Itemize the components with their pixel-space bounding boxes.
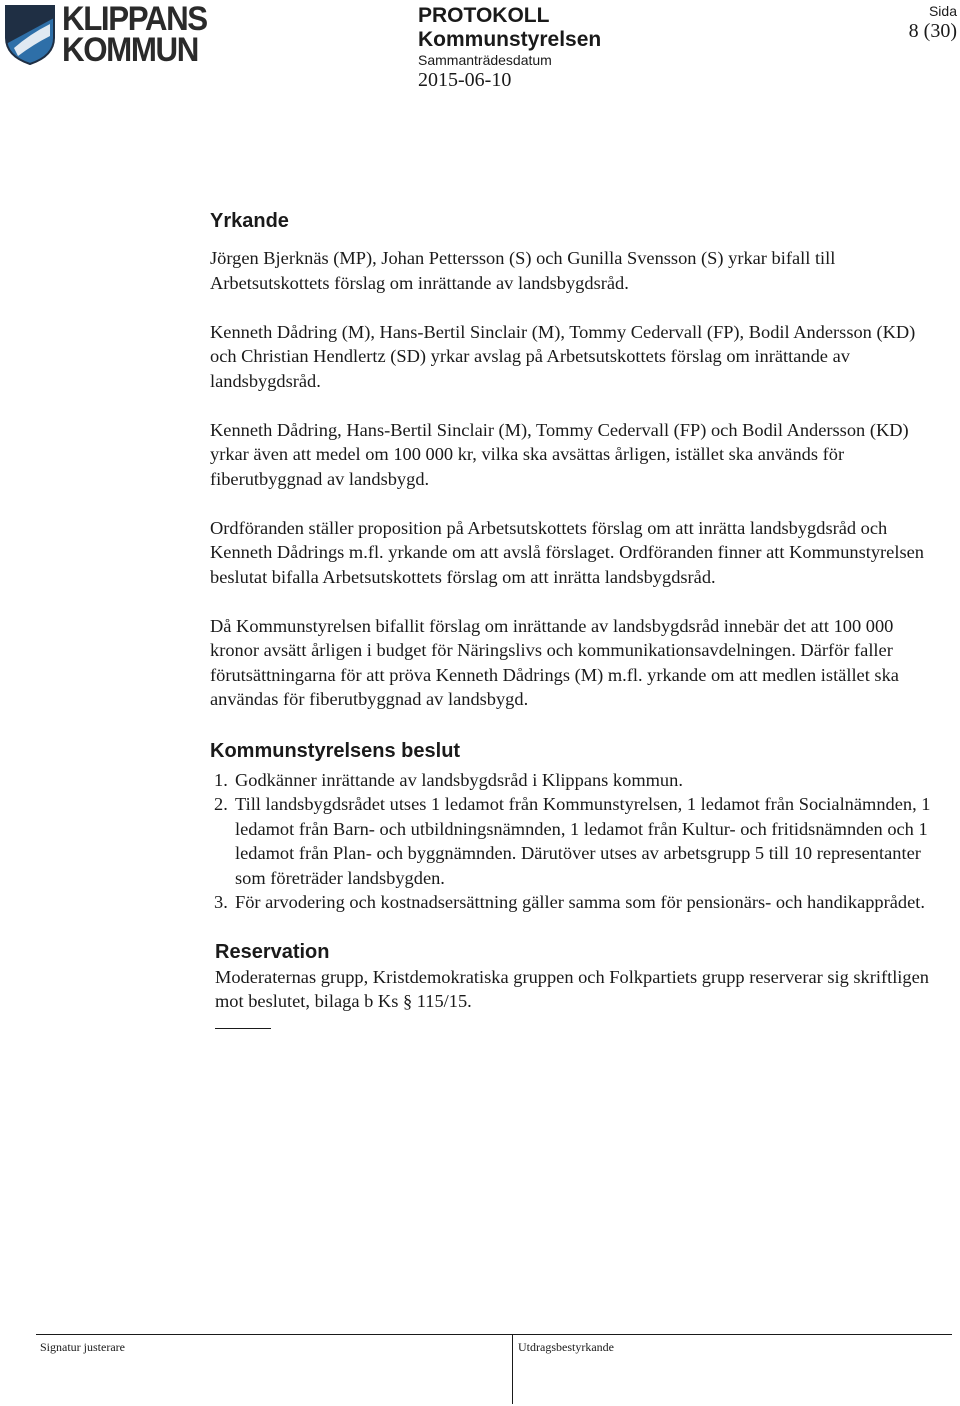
page-number: 8 (30) xyxy=(908,20,957,42)
yrkande-paragraph-4: Ordföranden ställer proposition på Arbetsutskottets förslag om att inrätta landsbygdsråd och Kenneth Dådrings m.fl. yrkande om att avslå förslaget. Ordföranden finner att Kommunstyrelsen beslutat bifalla Arbetsutskottets förslag om att inrätta landsbygdsråd. xyxy=(210,517,924,587)
list-item-text: Till landsbygdsrådet utses 1 ledamot från Kommunstyrelsen, 1 ledamot från Socialnämnden, 1 ledamot från Barn- och utbildningsnämnden, 1 ledamot från Kultur- och fritidsnämnden och 1 ledamot från Plan- och byggnämnden. Därutöver utses av arbetsgrupp 5 till 10 representanter som företräder landsbygden. xyxy=(235,794,931,888)
reservation-heading: Reservation xyxy=(215,940,330,963)
municipal-shield-icon xyxy=(4,4,58,66)
logo-wordmark xyxy=(62,0,207,69)
page-label: Sida xyxy=(928,3,957,19)
protocol-content xyxy=(210,208,945,1029)
end-divider xyxy=(215,1028,271,1029)
list-item xyxy=(214,768,945,793)
meeting-date: 2015-06-10 xyxy=(418,69,512,91)
list-item-number: 1. xyxy=(214,769,228,790)
yrkande-paragraph-1: Jörgen Bjerknäs (MP), Johan Pettersson (S) och Gunilla Svensson (S) yrkar bifall till Arbetsutskottets förslag om inrättande av landsbygdsråd. xyxy=(210,248,836,293)
document-type: PROTOKOLL xyxy=(418,4,550,27)
logo-line-1: KLIPPANS xyxy=(62,0,207,38)
list-item xyxy=(214,890,945,915)
logo-line-2: KOMMUN xyxy=(62,31,198,69)
footer-column-divider xyxy=(512,1334,513,1404)
list-item xyxy=(214,792,945,890)
list-item-text: För arvodering och kostnadsersättning gäller samma som för pensionärs- och handikapprådet. xyxy=(235,892,925,912)
yrkande-paragraph-5: Då Kommunstyrelsen bifallit förslag om inrättande av landsbygdsråd innebär det att 100 000 kronor avsätt årligen i budget för Näringslivs och kommunikationsavdelningen. Därför faller förutsättningarna för att pröva Kenneth Dådrings (M) m.fl. yrkande om att medlen istället ska användas för fiberutbyggnad av landsbygd. xyxy=(210,615,899,709)
yrkande-heading: Yrkande xyxy=(210,210,289,232)
beslut-list xyxy=(214,768,945,915)
reservation-text: Moderaternas grupp, Kristdemokratiska gruppen och Folkpartiets grupp reserverar sig skriftligen mot beslutet, bilaga b Ks § 115/15. xyxy=(215,966,929,1011)
signature-field-label: Signatur justerare xyxy=(40,1340,125,1354)
meeting-date-label: Sammanträdesdatum xyxy=(418,52,552,68)
extract-certification-label: Utdragsbestyrkande xyxy=(518,1340,614,1354)
klippans-kommun-logo xyxy=(4,0,216,70)
footer-divider xyxy=(36,1334,952,1335)
list-item-text: Godkänner inrättande av landsbygdsråd i Klippans kommun. xyxy=(235,769,683,790)
yrkande-paragraph-2: Kenneth Dådring (M), Hans-Bertil Sinclair (M), Tommy Cedervall (FP), Bodil Andersson (KD) och Christian Hendlertz (SD) yrkar avslag på Arbetsutskottets förslag om inrättande av landsbygdsråd. xyxy=(210,321,916,391)
beslut-heading: Kommunstyrelsens beslut xyxy=(210,739,461,762)
committee-name: Kommunstyrelsen xyxy=(418,28,602,51)
list-item-number: 3. xyxy=(214,892,228,912)
yrkande-paragraph-3: Kenneth Dådring, Hans-Bertil Sinclair (M), Tommy Cedervall (FP) och Bodil Andersson (KD) yrkar även att medel om 100 000 kr, vilka ska avsättas årligen, istället ska används för fiberutbyggnad av landsbygd. xyxy=(210,419,909,489)
list-item-number: 2. xyxy=(214,794,228,814)
